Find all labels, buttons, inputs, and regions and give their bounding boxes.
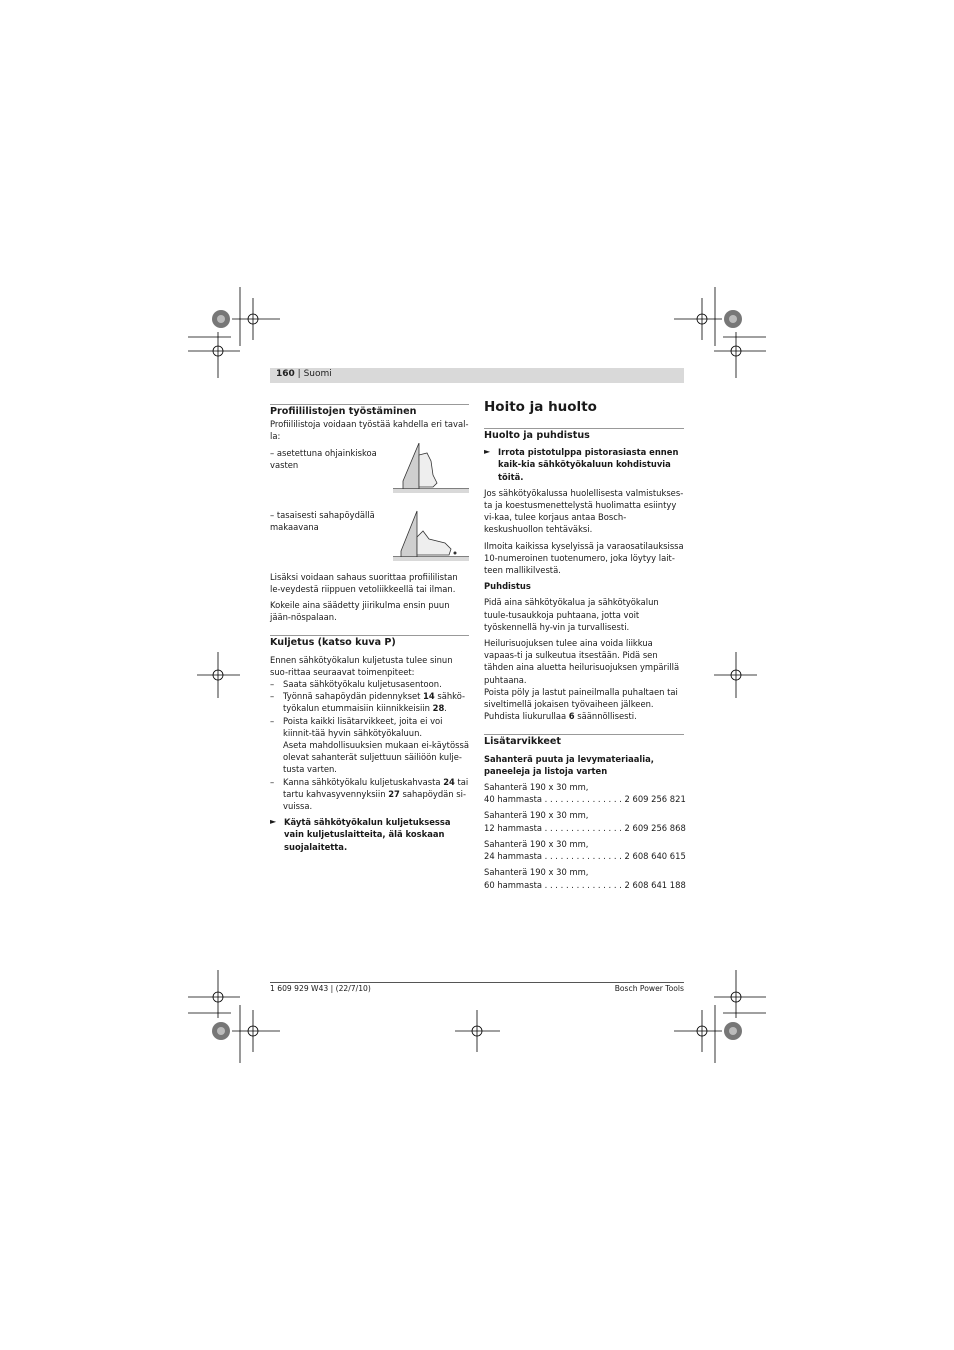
profile-item-1-label: – asetettuna ohjainkiskoa vasten — [270, 447, 377, 470]
accessory-part: 40 hammasta . . . . . . . . . . . . . . . 2 609 256 821 — [484, 794, 686, 805]
accessory-part: 12 hammasta . . . . . . . . . . . . . . . 2 609 256 868 — [484, 822, 686, 833]
header-separator: | — [297, 369, 301, 379]
dash-marker: – — [270, 679, 275, 690]
dash-marker: – — [270, 715, 275, 726]
accessory-part: 60 hammasta . . . . . . . . . . . . . . . 2 608 641 188 — [484, 879, 686, 890]
left-column — [270, 404, 469, 853]
section-maintenance — [484, 428, 684, 442]
transport-bullet-4-text: Kanna sähkötyökalu kuljetuskahvasta 24 tai tartu kahvasyvennyksiin 27 sahapöydän si-vuissa. — [283, 776, 469, 812]
transport-bullet-1 — [270, 678, 469, 690]
header-language: Suomi — [303, 369, 332, 379]
cleaning-heading: Puhdistus — [484, 581, 531, 592]
fence-profile-illustration — [393, 443, 469, 503]
profile-item-2 — [270, 509, 469, 571]
arrow-icon: ► — [484, 447, 491, 457]
maintenance-warning-text: Irrota pistotulppa pistorasiasta ennen kaik-kia sähkötyökaluun kohdistuvia töitä. — [498, 447, 679, 482]
accessory-desc: Sahanterä 190 x 30 mm, — [484, 838, 589, 849]
footer-doc-id: 1 609 929 W43 | (22/7/10) — [270, 984, 371, 993]
flat-profile-illustration — [393, 507, 469, 567]
page-footer — [270, 982, 684, 993]
dash-marker: – — [270, 776, 275, 787]
section-transport — [270, 635, 469, 649]
profile-para-1: Lisäksi voidaan sahaus suorittaa profiililistan le-veydestä riippuen vetoliikkeellä tai ilman. — [270, 571, 458, 594]
maintenance-para-2: Ilmoita kaikissa kyselyissä ja varaosatilauksissa 10-numeroinen tuotenumero, joka löytyy lait-teen mallikilvestä. — [484, 540, 684, 576]
transport-bullet-3-text: Poista kaikki lisätarvikkeet, joita ei voi kiinnit-tää hyvin sähkötyökaluun. Aseta mahdollisuuksien mukaan ei-käytössä olevat sahanterät suljettuun säiliöön kulje-tusta varten. — [283, 715, 469, 775]
page-number: 160 — [276, 369, 295, 379]
cleaning-para-3: Poista pöly ja lastut paineilmalla puhaltaen tai siveltimellä jokaisen työvaiheen jälkeen. — [484, 686, 678, 710]
accessory-item — [484, 838, 684, 862]
transport-bullet-2-text: Työnnä sahapöydän pidennykset 14 sähkö-työkalun etummaisiin kiinnikkeisiin 28. — [283, 691, 466, 714]
transport-warning — [270, 816, 469, 853]
cleaning-para-4: Puhdista liukurullaa 6 säännöllisesti. — [484, 711, 637, 722]
transport-warning-text: Käytä sähkötyökalun kuljetuksessa vain kuljetuslaitteita, älä koskaan suojalaitetta. — [284, 817, 451, 852]
accessory-item — [484, 781, 684, 805]
transport-bullet-4 — [270, 776, 469, 813]
maintenance-para-1: Jos sähkötyökalussa huolellisesta valmistukses-ta ja koestusmenettelystä huolimatta esiintyy vi-kaa, tulee korjaus antaa Bosch-keskushuollon tehtäväksi. — [484, 487, 684, 535]
accessory-desc: Sahanterä 190 x 30 mm, — [484, 810, 589, 821]
section-accessories — [484, 734, 684, 748]
accessory-desc: Sahanterä 190 x 30 mm, — [484, 782, 589, 793]
profile-item-2-label: – tasaisesti sahapöydällä makaavana — [270, 509, 375, 532]
profile-heading: Profiililistojen työstäminen — [270, 406, 417, 417]
cleaning-para-1: Pidä aina sähkötyökalua ja sähkötyökalun tuule-tusaukkoja puhtaana, jotta voit työskennellä hy-vin ja turvallisesti. — [484, 597, 659, 632]
transport-heading: Kuljetus (katso kuva P) — [270, 637, 396, 649]
maintenance-heading: Huolto ja puhdistus — [484, 430, 590, 441]
page-header — [270, 368, 684, 383]
accessories-subheading: Sahanterä puuta ja levymateriaalia, paneeleja ja listoja varten — [484, 753, 654, 776]
header-text — [276, 369, 332, 379]
transport-bullet-3 — [270, 715, 469, 776]
accessories-heading: Lisätarvikkeet — [484, 736, 562, 748]
accessory-desc: Sahanterä 190 x 30 mm, — [484, 867, 589, 878]
cleaning-para-2: Heilurisuojuksen tulee aina voida liikkua vapaas-ti ja sulkeutua itsestään. Pidä sen tähden aina aluetta heilurisuojuksen ympärillä puhtaana. — [484, 638, 680, 685]
section-profile — [270, 404, 469, 418]
transport-bullet-1-text: Saata sähkötyökalu kuljetusasentoon. — [283, 679, 442, 690]
transport-intro: Ennen sähkötyökalun kuljetusta tulee sinun suo-rittaa seuraavat toimenpiteet: — [270, 654, 453, 677]
profile-intro: Profiililistoja voidaan työstää kahdella eri taval-la: — [270, 419, 469, 442]
accessory-item — [484, 809, 684, 833]
maintenance-warning — [484, 446, 684, 483]
dash-marker: – — [270, 691, 275, 702]
page-title: Hoito ja huolto — [484, 399, 597, 415]
accessory-item — [484, 866, 684, 890]
footer-brand: Bosch Power Tools — [614, 984, 684, 993]
arrow-icon: ► — [270, 817, 277, 827]
profile-item-1 — [270, 447, 469, 509]
accessory-part: 24 hammasta . . . . . . . . . . . . . . . 2 608 640 615 — [484, 851, 686, 862]
profile-para-2: Kokeile aina säädetty jiirikulma ensin puun jään-nöspalaan. — [270, 600, 450, 623]
right-column — [484, 398, 684, 891]
transport-bullet-2 — [270, 690, 469, 714]
